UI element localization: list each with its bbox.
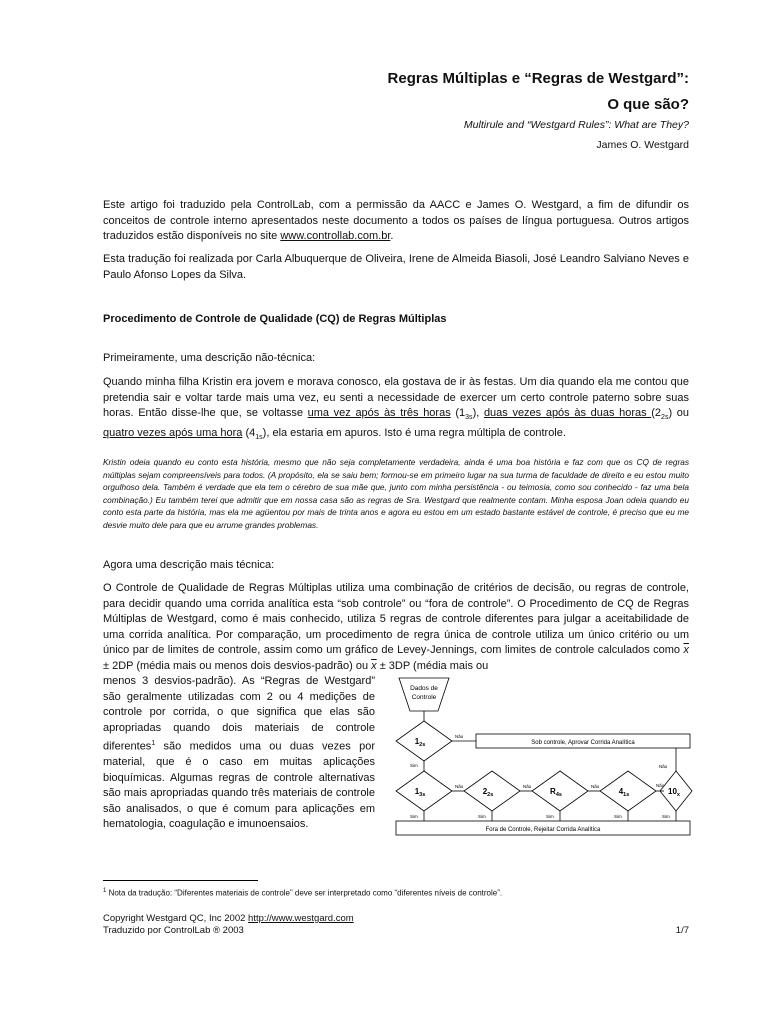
label-13s: $1_{3s}$ xyxy=(414,787,426,798)
no-label: Não xyxy=(659,764,668,769)
section-heading: Procedimento de Controle de Qualidade (CQ) de Regras Múltiplas xyxy=(103,313,447,325)
title-line-2: O que são? xyxy=(607,96,689,113)
technical-heading: Agora uma descrição mais técnica: xyxy=(103,559,275,571)
yes-label: Sim xyxy=(410,814,418,819)
no-label: Não xyxy=(455,734,464,739)
in-control-label: Sob controle, Aprovar Corrida Analítica xyxy=(531,740,635,746)
document-page xyxy=(103,0,689,1024)
mean-symbol: $\overline{x}$ xyxy=(683,644,689,656)
nontechnical-paragraph: Quando minha filha Kristin era jovem e morava conosco, ela gostava de ir às festas. Um dia quando ela me contou que pretendia sair e voltar tarde mais uma vez, eu senti a necessidade de exercer um certo controle paterno sobre suas horas. Então disse-lhe que, se voltasse uma vez após às três horas $(1_{3s})$, duas vezes após às duas horas $(2_{2s})$ ou quatro vezes após uma hora $(4_{1s})$, ela estaria em apuros. Isto é uma regra múltipla de controle. xyxy=(103,376,690,441)
footnote: $^1$ Nota da tradução: “Diferentes materiais de controle” deve ser interpretado como “diferentes níveis de controle”. xyxy=(103,888,503,898)
page-number: 1/7 xyxy=(675,925,689,936)
yes-label: Sim xyxy=(410,763,418,768)
no-label: Não xyxy=(523,784,532,789)
label-r4s: $R_{4s}$ xyxy=(550,787,562,798)
translation-credit: Traduzido por ControlLab ® 2003 xyxy=(103,925,244,936)
label-22s: $2_{2s}$ xyxy=(482,787,494,798)
technical-paragraph-top: O Controle de Qualidade de Regras Múltiplas utiliza uma combinação de critérios de decisão, ou regras de controle, para decidir quando uma corrida analítica esta “sob controle” ou “fora de controle”. O Procedimento de CQ de Regras Múltiplas de Westgard, como é mais conhecido, utiliza 5 regras de controle diferentes para julgar a aceitabilidade de uma corrida analítica. Por comparação, um procedimento de regra única de controle utiliza um único critério ou um único par de limites de controle, assim como um gráfico de Levey-Jennings, com limites de controle calculados como $\overline{x} \pm 2DP$ (média mais ou menos dois desvios-padrão) ou $\overline{x} \pm 3DP$ (média mais ou xyxy=(103,582,689,672)
nontechnical-heading: Primeiramente, uma descrição não-técnica: xyxy=(103,352,316,364)
intro-paragraph-2: Esta tradução foi realizada por Carla Albuquerque de Oliveira, Irene de Almeida Biasoli, José Leandro Salviano Neves e Paulo Afonso Lopes da Silva. xyxy=(103,253,689,281)
no-label: Não xyxy=(591,784,600,789)
flow-input-line-2: Controle xyxy=(411,694,437,701)
author: James O. Westgard xyxy=(596,139,689,151)
mean-symbol: $\overline{x}$ xyxy=(371,659,377,672)
footnote-divider xyxy=(103,880,258,881)
westgard-link[interactable]: http://www.westgard.com xyxy=(248,913,354,924)
label-41s: $4_{1s}$ xyxy=(618,787,630,798)
rule-12s-diamond xyxy=(396,721,452,761)
rule-41s-diamond xyxy=(600,771,656,811)
rule-22s-text: duas vezes após às duas horas xyxy=(483,407,652,419)
yes-label: Sim xyxy=(546,814,554,819)
controllab-link[interactable]: www.controllab.com.br xyxy=(280,230,391,242)
title-line-1: Regras Múltiplas e “Regras de Westgard”: xyxy=(387,70,689,87)
out-of-control-label: Fora de Controle, Rejeitar Corrida Analítica xyxy=(485,827,601,833)
anecdote-note: Kristin odeia quando eu conto esta história, mesmo que não seja completamente verdadeira, ainda é uma boa história e faz com que os CQ de regras múltiplas sejam compreensíveis para todos. (A propósito, ela se saiu bem; formou-se em primeiro lugar na sua turma de faculdade de direito e eu estou muito orgulhoso dela. Também é verdade que ela tem o cérebro de sua mãe que, junto com minha persistência - ou teimosia, como sou conhecido - faz uma bela combinação.) Eu também terei que admitir que em nossa casa são as regras de Sra. Westgard que realmente contam. Minha esposa Joan odeia quando eu conto esta parte da história, mas ela me agüentou por mais de trinta anos e agora eu estou em um estado bastante estável de controle, é preciso que eu me desvie muito dele para que eu arrume grandes problemas. xyxy=(103,457,689,530)
label-10x: $10_x$ xyxy=(668,787,680,798)
yes-label: Sim xyxy=(614,814,622,819)
english-subtitle: Multirule and “Westgard Rules”: What are They? xyxy=(463,119,689,131)
rule-13s-text: uma vez após às três horas xyxy=(307,407,451,419)
rule-41s-text: quatro vezes após uma hora xyxy=(103,426,243,439)
page-title xyxy=(388,66,689,118)
footnote-reference: 1 xyxy=(151,740,156,747)
intro-paragraph-1: Este artigo foi traduzido pela ControlLab, com a permissão da AACC e James O. Westgard, a fim de difundir os conceitos de controle interno apresentados neste documento a todos os países de língua portuguesa. Outros artigos traduzidos estão disponíveis no site www.controllab.com.br. xyxy=(103,199,689,242)
rule-22s-diamond xyxy=(464,771,520,811)
no-label: Não xyxy=(656,783,665,788)
rule-13s-diamond xyxy=(396,771,452,811)
label-12s: $1_{2s}$ xyxy=(414,737,426,748)
yes-label: Sim xyxy=(662,814,670,819)
copyright-line: Copyright Westgard QC, Inc 2002 http://www.westgard.com xyxy=(103,913,354,924)
flow-input-line-1: Dados de xyxy=(410,685,438,692)
multirule-flowchart xyxy=(394,673,694,843)
technical-paragraph-bottom: menos 3 desvios-padrão). As “Regras de Westgard” são geralmente utilizadas com 2 ou 4 medições de controle por corrida, o que significa que elas são apropriadas quando dois materiais de controle diferentes$^1$ são medidos uma ou duas vezes por material, que é o caso em muitas aplicações bioquímicas. Algumas regras de controle alternativas são mais apropriadas quando três materiais de controle são analisados, o que é comum para aplicações em hematologia, coagulação e imunoensaios. xyxy=(103,675,375,831)
no-label: Não xyxy=(455,784,464,789)
yes-label: Sim xyxy=(478,814,486,819)
rule-r4s-diamond xyxy=(532,771,588,811)
